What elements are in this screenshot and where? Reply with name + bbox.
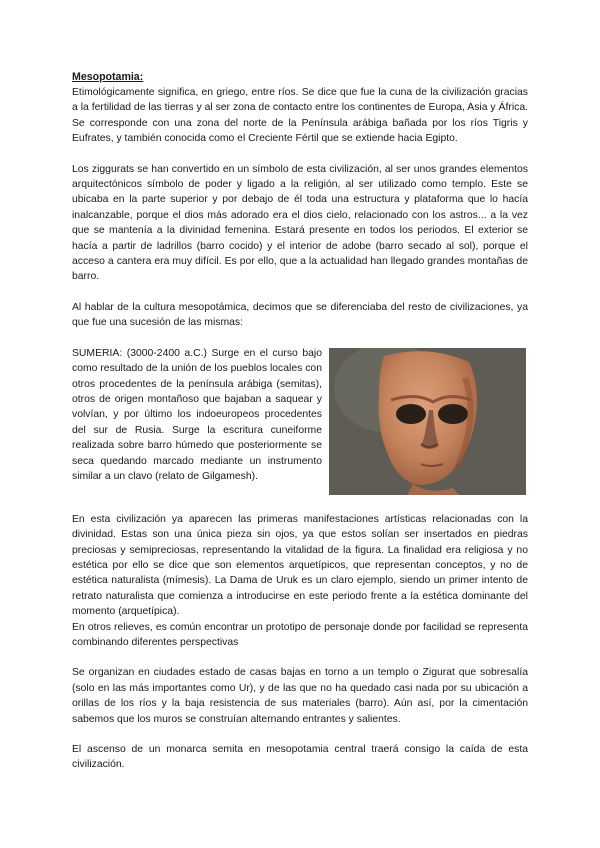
uruk-mask-icon [329, 348, 526, 495]
art-paragraph: En esta civilización ya aparecen las primeras manifestaciones artísticas relacionadas con la divinidad. Estas son una única pieza sin ojos, ya que estos solían ser insertados en piedras preciosas y semipreciosas, representando la vitalidad de la figura. La finalidad era religiosa y no estética por ello se dice que son elementos arquetípicos, que representan conceptos, y no de estética naturalista (mímesis). La Dama de Uruk es un claro ejemplo, siendo un primer intento de retrato naturalista que comienza a introducirse en este periodo frente a la estética dominante del momento (arquetípica). [72, 513, 528, 618]
cities-paragraph: Se organizan en ciudades estado de casas bajas en torno a un templo o Zigurat que sobresalía (solo en las más importantes como Ur), y de las que no ha quedado casi nada por su ubicación a orillas de los ríos y la baja resistencia de sus materiales (barro). Aún así, por la cimentación sabemos que los muros se construían alternando entrantes y salientes. [72, 667, 528, 725]
succession-paragraph: Al hablar de la cultura mesopotámica, decimos que se diferenciaba del resto de civilizaciones, ya que fue una sucesión de las mismas: [72, 301, 528, 329]
intro-paragraph: Etimológicamente significa, en griego, entre ríos. Se dice que fue la cuna de la civilización gracias a la fertilidad de las tierras y al ser zona de contacto entre los continentes de Europa, Asia y África. Se corresponde con una zona del norte de la Península arábiga bañada por los ríos Tigris y Eufrates, y también conocida como el Creciente Fértil que se extiende hacia Egipto. [72, 87, 528, 145]
lady-of-uruk-photo [329, 348, 526, 495]
sumeria-section [72, 346, 528, 498]
ziggurat-paragraph: Los ziggurats se han convertido en un símbolo de esta civilización, al ser unos grandes elementos arquitectónicos símbolo de poder y ligado a la religión, al ser utilizado como templo. Este se ubicaba en la parte superior y por debajo de él toda una estructura y plataforma que lo hacía inalcanzable, porque el dios más adorado era el dios cielo, relacionado con los astros... a la vez que se mantenía a la divinidad femenina. Estará presente en todos los periodos. El exterior se hacía a partir de ladrillos (barro cocido) y el interior de adobe (barro secado al sol), porque el acceso a cantera era muy difícil. Es por ello, que a la actualidad han llegado grandes montañas de barro. [72, 163, 528, 283]
closing-paragraph: El ascenso de un monarca semita en mesopotamia central traerá consigo la caída de esta civilización. [72, 743, 528, 771]
document-body [72, 70, 528, 788]
page-title: Mesopotamia: [72, 71, 144, 83]
sumeria-paragraph: SUMERIA: (3000-2400 a.C.) Surge en el curso bajo como resultado de la unión de los pueblos locales con otros procedentes de la península arábiga (semitas), otros de origen montañoso que bajaban a saquear y volvían, y por último los indoeuropeos procedentes del sur de Rusia. Surge la escritura cuneiforme realizada sobre barro húmedo que posteriormente se seca quedando marcado mediante un instrumento similar a un clavo (relato de Gilgamesh). [72, 347, 322, 482]
relief-paragraph: En otros relieves, es común encontrar un prototipo de personaje donde por facilidad se representa combinando diferentes perspectivas [72, 621, 528, 648]
